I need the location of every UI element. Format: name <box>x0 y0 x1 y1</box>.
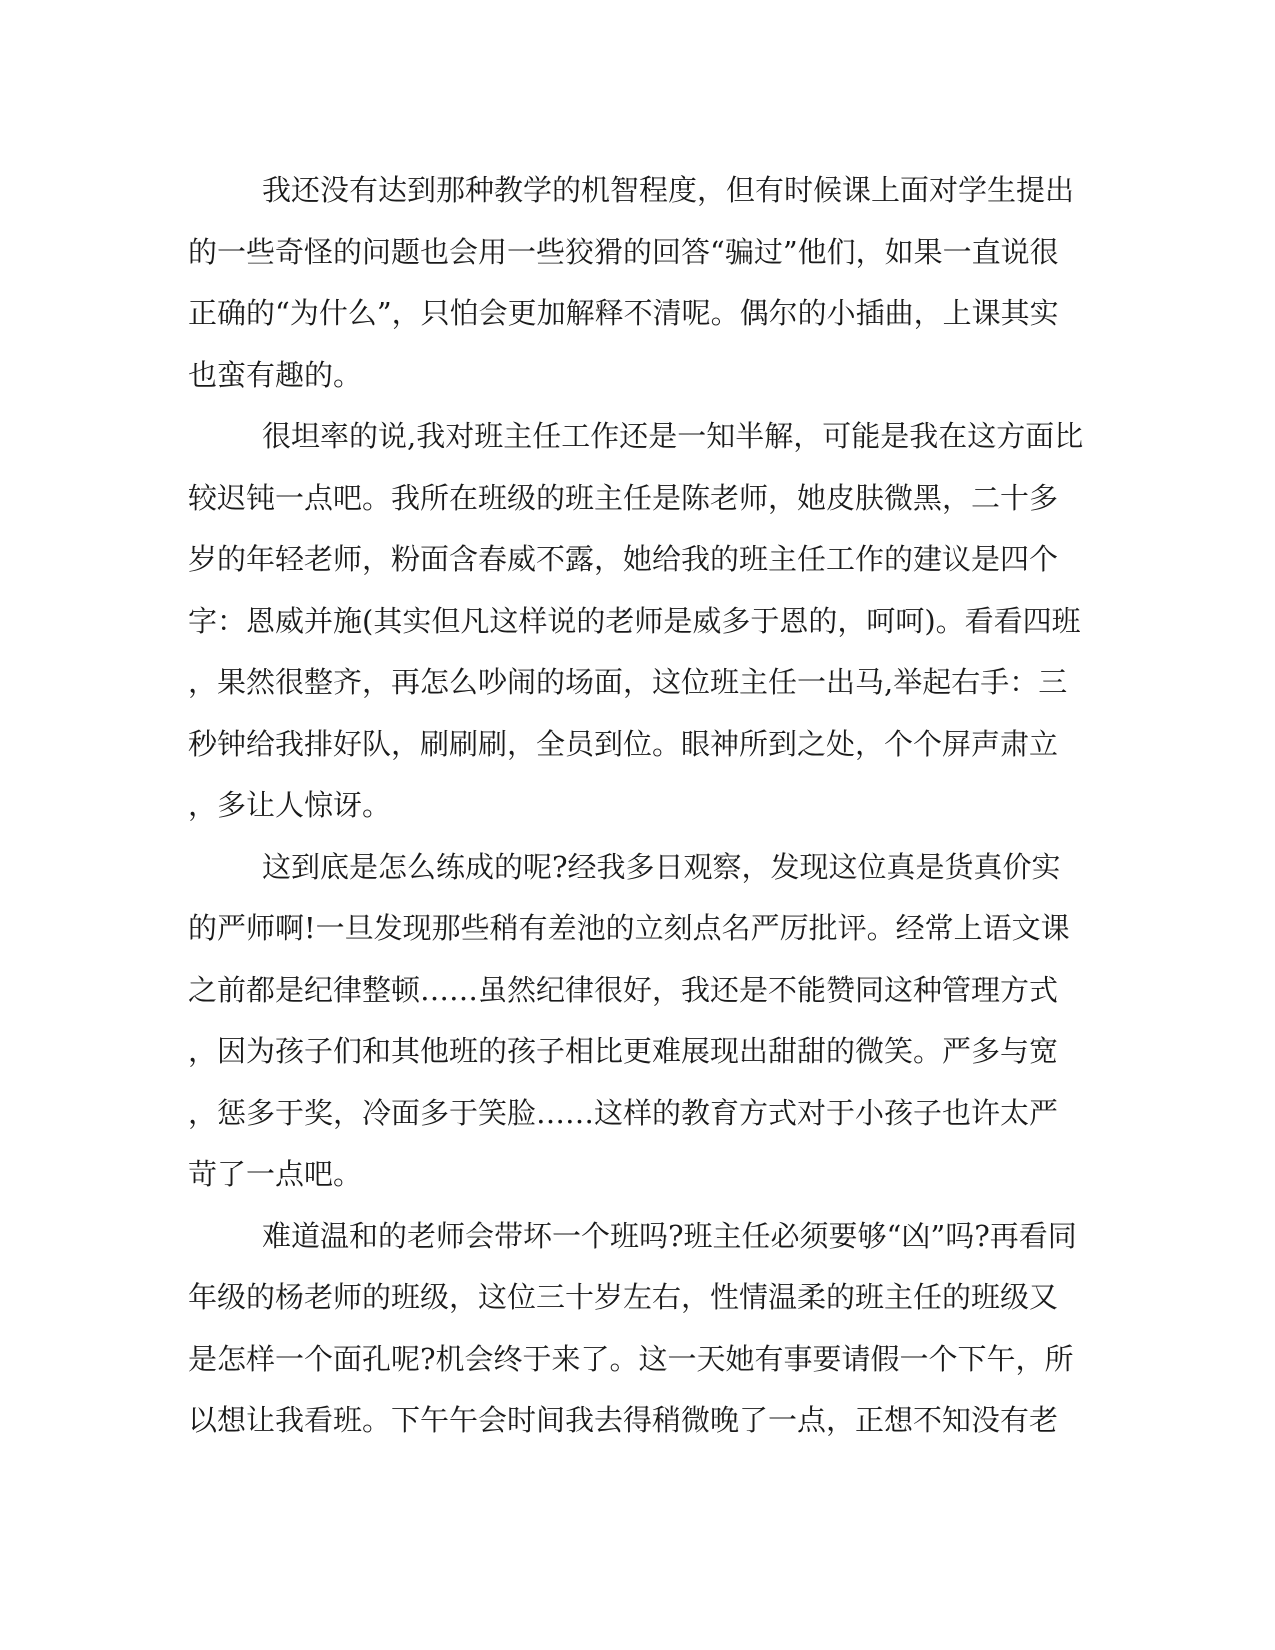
text-line: 苛了一点吧。 <box>188 1157 363 1191</box>
paragraph-2 <box>188 406 1088 837</box>
text-line: 也蛮有趣的。 <box>188 357 363 392</box>
text-line: ，多让人惊讶。 <box>188 788 392 822</box>
text-line: 以想让我看班。下午午会时间我去得稍微晚了一点，正想不知没有老 <box>188 1403 1059 1437</box>
text-line: ，惩多于奖，冷面多于笑脸……这样的教育方式对于小孩子也许太严 <box>188 1095 1059 1130</box>
paragraph-3 <box>188 837 1088 1206</box>
text-line: 字：恩威并施(其实但凡这样说的老师是威多于恩的，呵呵)。看看四班 <box>188 603 1081 638</box>
text-line: 是怎样一个面孔呢?机会终于来了。这一天她有事要请假一个下午，所 <box>188 1341 1074 1376</box>
text-line: 难道温和的老师会带坏一个班吗?班主任必须要够“凶”吗?再看同 <box>262 1218 1077 1253</box>
text-line: 的严师啊!一旦发现那些稍有差池的立刻点名严厉批评。经常上语文课 <box>188 911 1070 945</box>
text-line: ，果然很整齐，再怎么吵闹的场面，这位班主任一出马,举起右手：三 <box>188 665 1068 699</box>
paragraph-4 <box>188 1206 1088 1452</box>
text-line: 岁的年轻老师，粉面含春威不露，她给我的班主任工作的建议是四个 <box>188 542 1059 576</box>
text-line: 我还没有达到那种教学的机智程度，但有时候课上面对学生提出 <box>262 173 1075 207</box>
text-line: 正确的“为什么”，只怕会更加解释不清呢。偶尔的小插曲，上课其实 <box>188 296 1059 330</box>
document-body <box>188 160 1088 1452</box>
text-line: 的一些奇怪的问题也会用一些狡猾的回答“骗过”他们，如果一直说很 <box>188 234 1059 269</box>
text-line: 之前都是纪律整顿……虽然纪律很好，我还是不能赞同这种管理方式 <box>188 972 1059 1007</box>
text-line: 这到底是怎么练成的呢?经我多日观察，发现这位真是货真价实 <box>262 849 1061 884</box>
text-line: 很坦率的说,我对班主任工作还是一知半解，可能是我在这方面比 <box>262 419 1084 453</box>
text-line: 秒钟给我排好队，刷刷刷，全员到位。眼神所到之处，个个屏声肃立 <box>188 726 1059 761</box>
text-line: 较迟钝一点吧。我所在班级的班主任是陈老师，她皮肤微黑，二十多 <box>188 480 1059 515</box>
text-line: 年级的杨老师的班级，这位三十岁左右，性情温柔的班主任的班级又 <box>188 1280 1059 1314</box>
paragraph-1 <box>188 160 1088 406</box>
text-line: ，因为孩子们和其他班的孩子相比更难展现出甜甜的微笑。严多与宽 <box>188 1034 1059 1068</box>
